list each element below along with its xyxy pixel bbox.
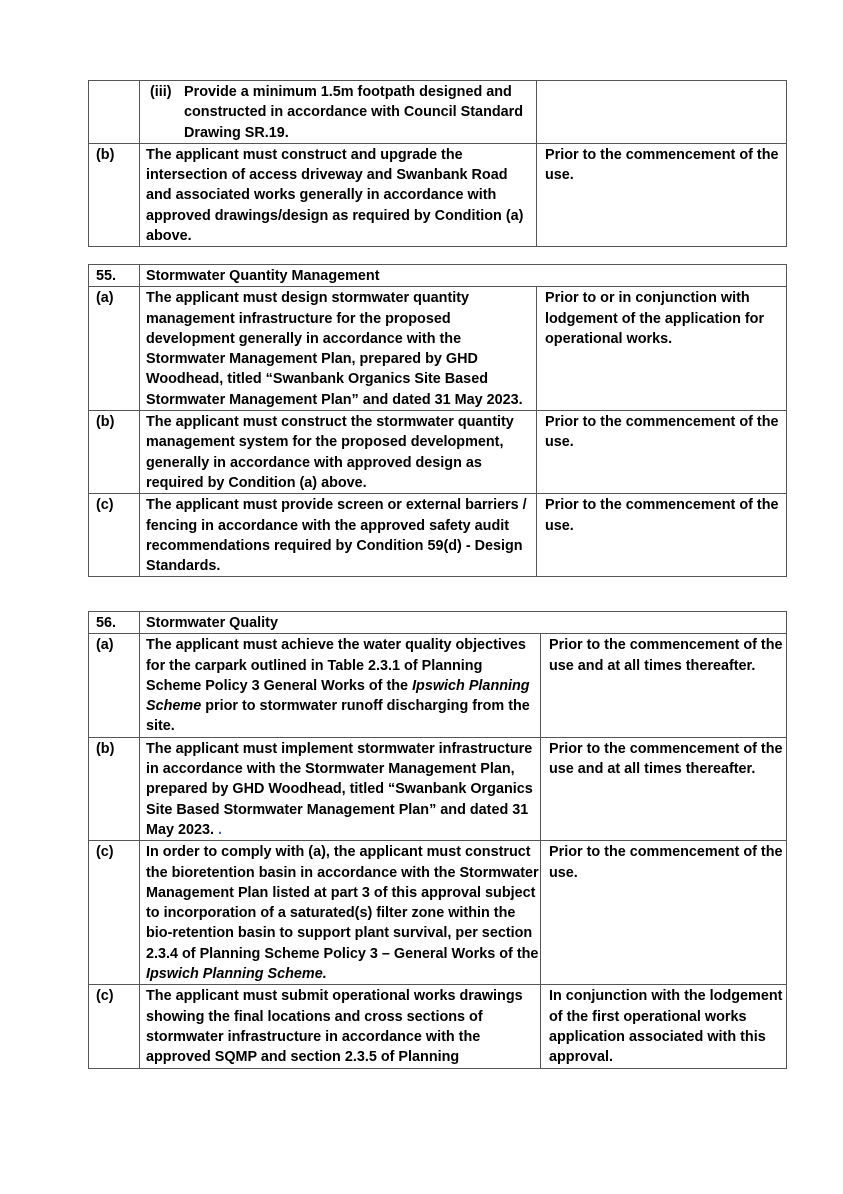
table-row: [89, 143, 787, 246]
row-timing: Prior to the commencement of the use and at all times thereafter.: [541, 737, 787, 840]
row-text-part: In order to comply with (a), the applicant must construct the bioretention basin in accordance with the Stormwater Management Plan listed at part 3 of this approval subject to incorporation of a saturated(s) filter zone within the bio-retention basin to support plant survival, per section 2.3.4 of Planning Scheme Policy 3 – General Works of the: [146, 844, 539, 962]
row-text-italic: Ipswich Planning Scheme: [146, 677, 530, 715]
table-row: [89, 494, 787, 577]
row-label: (b): [89, 143, 140, 246]
row-timing: Prior to the commencement of the use.: [541, 841, 787, 985]
row-timing: Prior to the commencement of the use.: [537, 411, 787, 494]
row-label: [89, 81, 140, 144]
row-text-part: The applicant must implement stormwater infrastructure in accordance with the Stormwater Management Plan, prepared by GHD Woodhead, titled “Swanbank Organics Site Based Stormwater Management Plan” and dated 31 May 2023.: [146, 740, 533, 838]
row-text: [140, 737, 541, 840]
table-row: [89, 737, 787, 840]
row-label: (c): [89, 985, 140, 1068]
row-text-part: The applicant must achieve the water quality objectives for the carpark outlined in Table 2.3.1 of Planning Scheme Policy 3 General Works of the: [146, 637, 526, 694]
table-row: [89, 411, 787, 494]
row-timing: Prior to the commencement of the use.: [537, 494, 787, 577]
table-row: [89, 634, 787, 737]
row-label: (c): [89, 494, 140, 577]
row-label: (b): [89, 737, 140, 840]
row-text: The applicant must construct the stormwater quantity management system for the proposed development, generally in accordance with approved design as required by Condition (a) above.: [140, 411, 537, 494]
table-row: [89, 81, 787, 144]
row-timing: Prior to the commencement of the use.: [537, 143, 787, 246]
condition-heading: Stormwater Quantity Management: [140, 265, 787, 287]
row-text: The applicant must provide screen or external barriers / fencing in accordance with the approved safety audit recommendations required by Condition 59(d) - Design Standards.: [140, 494, 537, 577]
row-timing: In conjunction with the lodgement of the first operational works application associated with this approval.: [541, 985, 787, 1068]
condition-number: 56.: [89, 612, 140, 634]
row-label: (c): [89, 841, 140, 985]
condition-55-table: [88, 264, 787, 577]
sub-item-label: (iii): [150, 84, 172, 100]
row-timing: Prior to or in conjunction with lodgement of the application for operational works.: [537, 287, 787, 411]
row-text: [140, 841, 541, 985]
row-text: The applicant must design stormwater quantity management infrastructure for the proposed development generally in accordance with the Stormwater Management Plan, prepared by GHD Woodhead, titled “Swanbank Organics Site Based Stormwater Management Plan” and dated 31 May 2023.: [140, 287, 537, 411]
row-text: The applicant must construct and upgrade the intersection of access driveway and Swanbank Road and associated works generally in accordance with approved drawings/design as required by Condition (a) above.: [140, 143, 537, 246]
row-text-part: prior to stormwater runoff discharging from the site.: [146, 698, 530, 735]
row-label: (a): [89, 287, 140, 411]
row-text: The applicant must submit operational works drawings showing the final locations and cross sections of stormwater infrastructure in accordance with the approved SQMP and section 2.3.5 of Planning: [140, 985, 541, 1068]
condition-56-table: [88, 611, 787, 1069]
row-text: [140, 81, 537, 144]
table-row: [89, 287, 787, 411]
row-timing: Prior to the commencement of the use and at all times thereafter.: [541, 634, 787, 737]
condition-heading: Stormwater Quality: [140, 612, 787, 634]
trailing-mark: .: [218, 821, 223, 838]
row-label: (b): [89, 411, 140, 494]
row-text: [140, 634, 541, 737]
table-row: [89, 841, 787, 985]
sub-item-text: Provide a minimum 1.5m footpath designed and constructed in accordance with Council Standard Drawing SR.19.: [184, 84, 524, 141]
row-label: (a): [89, 634, 140, 737]
condition-table-continued: [88, 80, 787, 247]
row-timing: [537, 81, 787, 144]
table-header-row: [89, 265, 787, 287]
table-header-row: [89, 612, 787, 634]
table-row: [89, 985, 787, 1068]
row-text-italic: Ipswich Planning Scheme.: [146, 966, 327, 983]
condition-number: 55.: [89, 265, 140, 287]
